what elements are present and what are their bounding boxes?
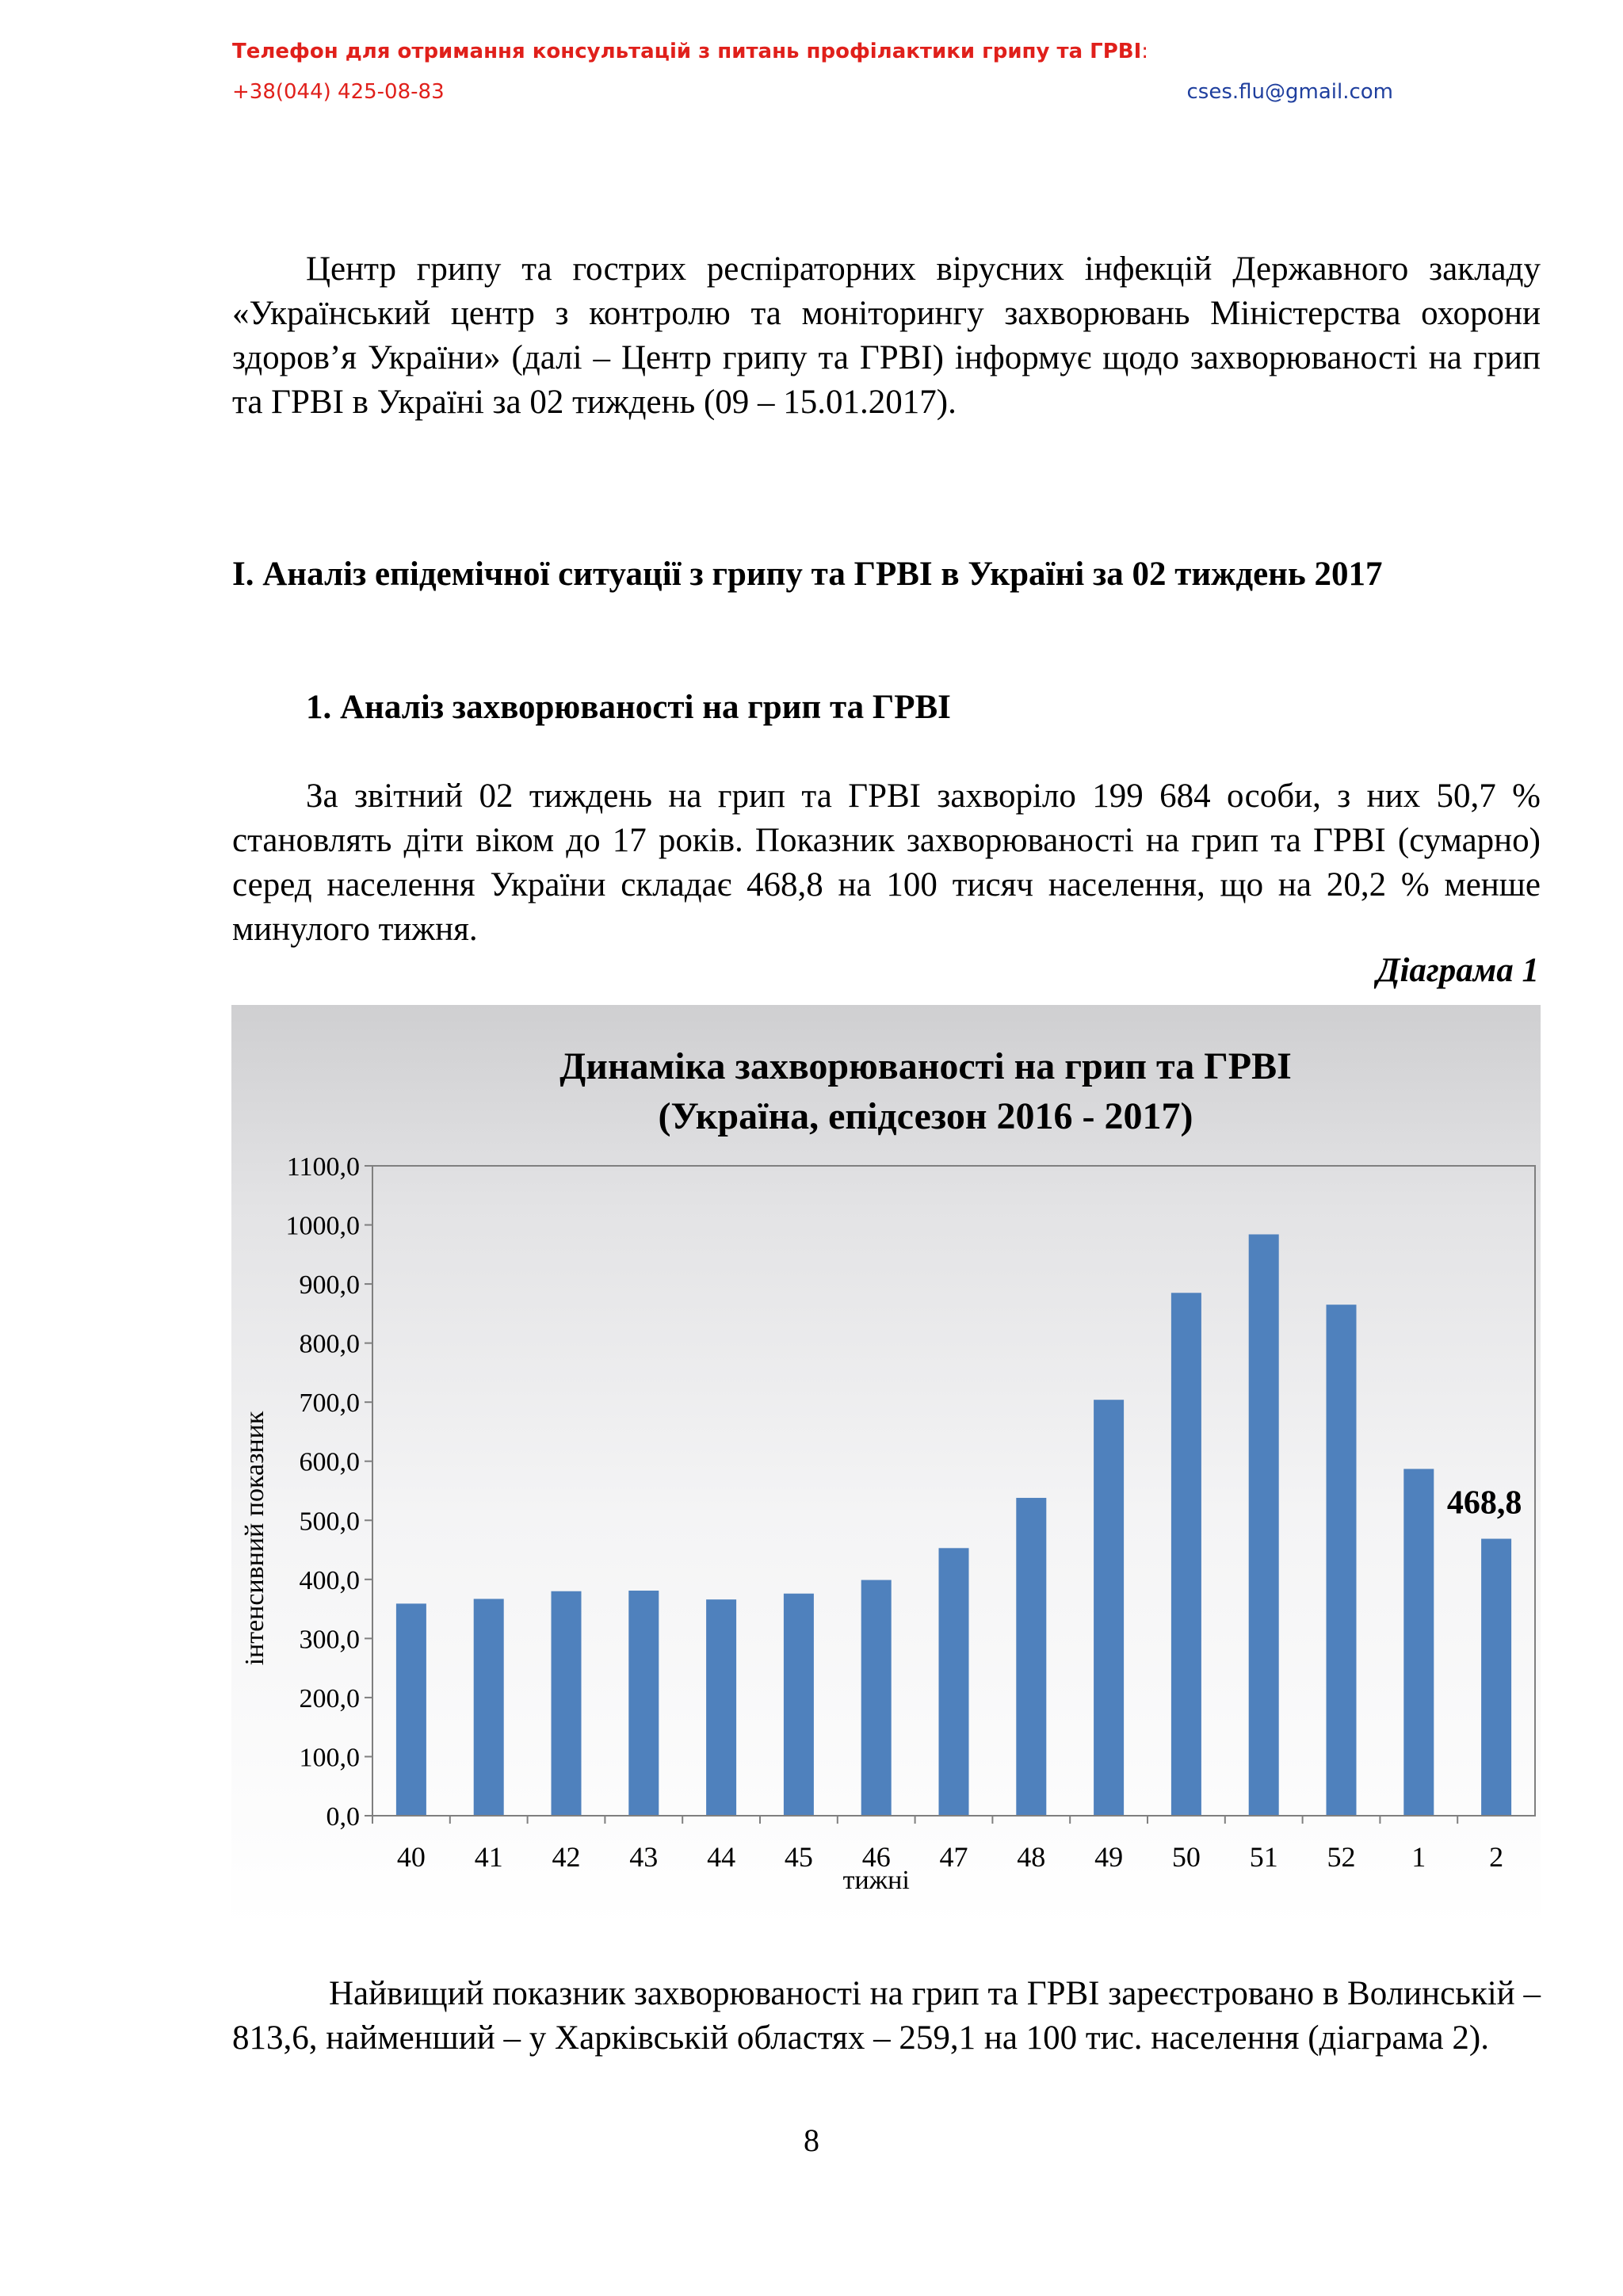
y-tick-label: 200,0 (299, 1683, 360, 1713)
x-tick-label: 48 (1017, 1841, 1046, 1873)
bar-week-1 (1403, 1469, 1434, 1816)
x-tick-label: 43 (629, 1841, 659, 1873)
bar-series (396, 1234, 1511, 1816)
stats-paragraph: За звітний 02 тиждень на грип та ГРВІ захворіло 199 684 особи, з них 50,7 % становлять діти віком до 17 років. Показник захворюваності на грип та ГРВІ (сумарно) серед населення України складає 468,8 на 100 тисяч населення, що на 20,2 % менше минулого тижня. (232, 777, 1541, 948)
section-title: І. Аналіз епідемічної ситуації з грипу та ГРВІ в Україні за 02 тиждень 2017 (232, 556, 1383, 593)
y-tick-label: 800,0 (299, 1329, 360, 1359)
y-tick-label: 600,0 (299, 1447, 360, 1477)
diagram-label: Діаграма 1 (1377, 952, 1539, 989)
x-tick-label: 1 (1411, 1841, 1426, 1873)
x-tick-label: 47 (939, 1841, 968, 1873)
y-tick-label: 0,0 (326, 1802, 360, 1832)
bar-week-51 (1249, 1234, 1279, 1816)
y-tick-label: 400,0 (299, 1565, 360, 1595)
bar-week-44 (706, 1599, 736, 1816)
highest-morbidity-paragraph: Найвищий показник захворюваності на грип та ГРВІ зареєстровано в Волинській – 813,6, найменший – у Харківській областях – 259,1 на 100 тис. населення (діаграма 2). (232, 1975, 1541, 2057)
y-tick-label: 100,0 (299, 1743, 360, 1773)
bar-week-47 (939, 1548, 969, 1816)
x-axis-ticks (372, 1816, 1503, 1873)
chart-svg (231, 1005, 1541, 1929)
bar-week-43 (628, 1591, 659, 1816)
last-bar-data-label: 468,8 (1446, 1484, 1522, 1522)
y-tick-label: 900,0 (299, 1270, 360, 1301)
y-tick-label: 1100,0 (286, 1152, 360, 1182)
x-tick-label: 50 (1171, 1841, 1201, 1873)
x-tick-label: 42 (552, 1841, 581, 1873)
y-tick-label: 1000,0 (285, 1211, 360, 1241)
page-number: 8 (804, 2122, 819, 2158)
y-axis-ticks (286, 1152, 373, 1832)
x-tick-label: 52 (1327, 1841, 1356, 1873)
bar-week-2 (1481, 1539, 1511, 1816)
bar-week-40 (396, 1603, 426, 1816)
contact-line (232, 80, 1393, 104)
bar-week-42 (552, 1591, 582, 1816)
hotline-text: Телефон для отримання консультацій з питань профілактики грипу та ГРВІ (232, 40, 1142, 63)
y-tick-label: 500,0 (299, 1507, 360, 1537)
bar-week-45 (784, 1594, 814, 1816)
y-axis-label: інтенсивний показник (240, 1411, 269, 1666)
bar-week-49 (1094, 1400, 1124, 1816)
x-tick-label: 41 (474, 1841, 503, 1873)
intro-paragraph: Центр грипу та гострих респіраторних вірусних інфекцій Державного закладу «Український центр з контролю та моніторингу захворювань Міністерства охорони здоров’я України» (далі – Центр грипу та ГРВІ) інформує щодо захворюваності на грип та ГРВІ в Україні за 02 тиждень (09 – 15.01.2017). (232, 250, 1541, 421)
bar-week-50 (1171, 1293, 1201, 1816)
subsection-title: 1. Аналіз захворюваності на грип та ГРВІ (306, 689, 951, 726)
y-tick-label: 700,0 (299, 1389, 360, 1419)
chart-title-line1: Динаміка захворюваності на грип та ГРВІ (559, 1045, 1292, 1087)
y-tick-label: 300,0 (299, 1625, 360, 1655)
x-tick-label: 46 (861, 1841, 891, 1873)
bar-week-46 (861, 1580, 892, 1816)
hotline-phone: +38(044) 425-08-83 (232, 80, 445, 104)
contact-email[interactable]: cses.flu@gmail.com (1186, 80, 1393, 104)
chart-title-line2: (Україна, епідсезон 2016 - 2017) (658, 1095, 1193, 1137)
morbidity-chart (231, 1005, 1541, 1929)
x-axis-label: тижні (842, 1866, 910, 1895)
x-tick-label: 45 (784, 1841, 813, 1873)
x-tick-label: 44 (707, 1841, 736, 1873)
bar-week-41 (474, 1599, 504, 1816)
x-tick-label: 40 (396, 1841, 426, 1873)
bar-week-48 (1016, 1498, 1046, 1816)
hotline-colon: : (1141, 40, 1149, 63)
x-tick-label: 2 (1489, 1841, 1504, 1873)
hotline-label (232, 40, 1148, 63)
x-tick-label: 51 (1249, 1841, 1278, 1873)
bar-week-52 (1327, 1305, 1357, 1816)
x-tick-label: 49 (1094, 1841, 1124, 1873)
